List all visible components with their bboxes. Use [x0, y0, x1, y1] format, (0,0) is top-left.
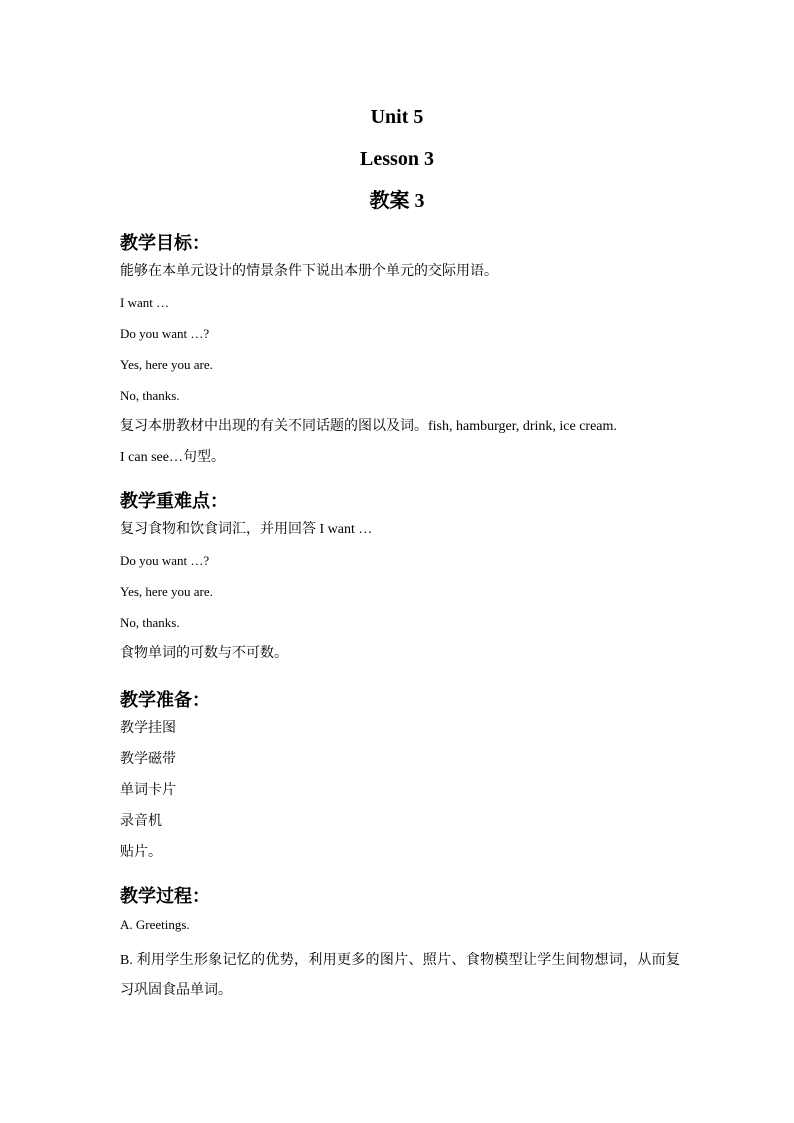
process-step-a: A. Greetings.	[120, 917, 190, 932]
unit-title: Unit 5	[370, 106, 424, 128]
key-points-section	[120, 489, 680, 675]
objectives-line: No, thanks.	[120, 388, 180, 403]
process-section	[120, 884, 680, 1006]
objectives-heading: 教学目标：	[120, 233, 210, 253]
preparation-item: 教学挂图	[120, 721, 176, 736]
lesson-title: Lesson 3	[360, 148, 434, 170]
key-points-line: No, thanks.	[120, 615, 180, 630]
key-points-line: Do you want …?	[120, 553, 210, 568]
key-points-line: 复习食物和饮食词汇，并用回答 I want …	[120, 522, 373, 537]
key-points-line: Yes, here you are.	[120, 584, 213, 599]
preparation-heading: 教学准备：	[120, 690, 210, 710]
objectives-line: 能够在本单元设计的情景条件下说出本册个单元的交际用语。	[120, 264, 498, 279]
objectives-line: Do you want …?	[120, 326, 210, 341]
preparation-item: 教学磁带	[120, 752, 176, 767]
key-points-line: 食物单词的可数与不可数。	[120, 646, 288, 661]
preparation-item: 贴片。	[120, 845, 162, 860]
objectives-line: 复习本册教材中出现的有关不同话题的图以及词。fish, hamburger, drink, ice cream.	[120, 419, 617, 434]
preparation-section	[120, 688, 680, 874]
preparation-item: 录音机	[120, 814, 162, 829]
key-points-heading: 教学重难点：	[120, 491, 228, 511]
objectives-line: I want …	[120, 295, 170, 310]
objectives-line: I can see…句型。	[120, 450, 225, 465]
lesson-plan-title: 教案 3	[369, 190, 425, 212]
objectives-line: Yes, here you are.	[120, 357, 213, 372]
objectives-section	[120, 231, 680, 479]
preparation-item: 单词卡片	[120, 783, 176, 798]
process-heading: 教学过程：	[120, 886, 210, 906]
process-step-b: B. 利用学生形象记忆的优势，利用更多的图片、照片、食物模型让学生间物想词，从而复习巩固食品单词。	[120, 953, 680, 998]
